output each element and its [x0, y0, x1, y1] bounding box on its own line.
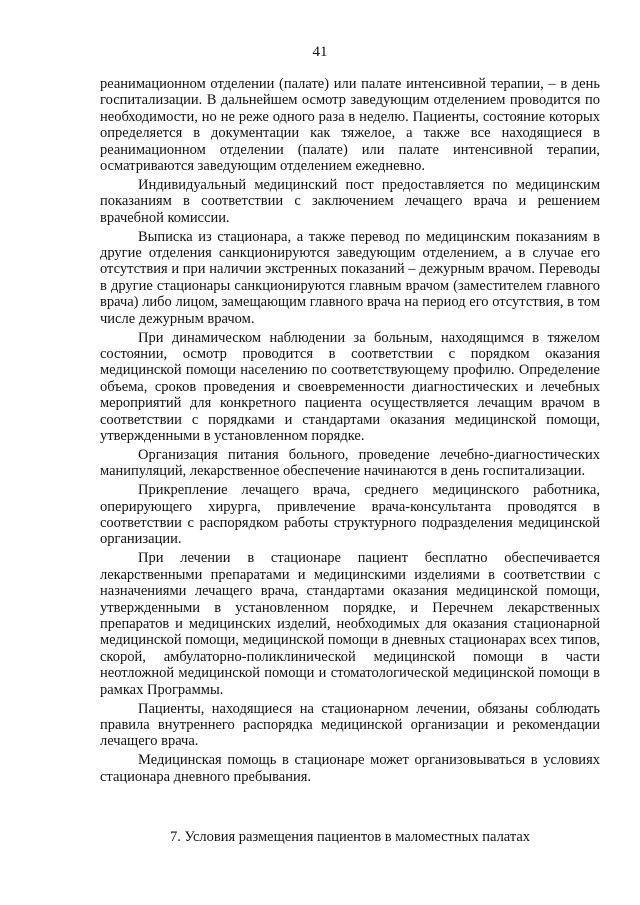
paragraph-9: Медицинская помощь в стационаре может организовываться в условиях стационара дневного пребывания. — [100, 752, 600, 785]
paragraph-8: Пациенты, находящиеся на стационарном лечении, обязаны соблюдать правила внутреннего распорядка медицинской организации и рекомендации лечащего врача. — [100, 700, 600, 750]
paragraph-1: реанимационном отделении (палате) или палате интенсивной терапии, – в день госпитализации. В дальнейшем осмотр заведующим отделением проводится по необходимости, но не реже одного раза в неделю. Пациенты, состояние которых определяется в документации как тяжелое, а также все находящиеся в реанимационном отделении (палате) или палате интенсивной терапии, осматриваются заведующим отделением ежедневно. — [100, 76, 600, 175]
paragraph-3: Выписка из стационара, а также перевод по медицинским показаниям в другие отделения санкционируются заведующим отделением, а в случае его отсутствия и при наличии экстренных показаний – дежурным врачом. Переводы в другие стационары санкционируются главным врачом (заместителем главного врача) либо лицом, замещающим главного врача на период его отсутствия, в том числе дежурным врачом. — [100, 228, 600, 327]
paragraph-4: При динамическом наблюдении за больным, находящимся в тяжелом состоянии, осмотр проводится в соответствии с порядком оказания медицинской помощи населению по соответствующему профилю. Определение объема, сроков проведения и своевременности диагностических и лечебных мероприятий для конкретного пациента осуществляется лечащим врачом в соответствии с порядками и стандартами оказания медицинской помощи, утвержденными в установленном порядке. — [100, 329, 600, 445]
section-heading: 7. Условия размещения пациентов в маломестных палатах — [169, 829, 531, 845]
body-text — [100, 76, 600, 788]
paragraph-5: Организация питания больного, проведение лечебно-диагностических манипуляций, лекарственное обеспечение начинаются в день госпитализации. — [100, 446, 600, 480]
paragraph-7: При лечении в стационаре пациент бесплатно обеспечивается лекарственными препаратами и медицинскими изделиями в соответствии с назначениями лечащего врача, стандартами оказания медицинской помощи, утвержденными в установленном порядке, и Перечнем лекарственных препаратов и медицинских изделий, необходимых для оказания стационарной медицинской помощи, медицинской помощи в дневных стационарах всех типов, скорой, амбулаторно-поликлинической медицинской помощи в части неотложной медицинской помощи и стоматологической медицинской помощи в рамках Программы. — [100, 550, 600, 698]
page-number: 41 — [312, 44, 328, 60]
paragraph-6: Прикрепление лечащего врача, среднего медицинского работника, оперирующего хирурга, привлечение врача-консультанта проводятся в соответствии с распорядком работы структурного подразделения медицинской организации. — [100, 482, 600, 548]
paragraph-2: Индивидуальный медицинский пост предоставляется по медицинским показаниям в соответствии с заключением лечащего врача и решением врачебной комиссии. — [100, 176, 600, 226]
